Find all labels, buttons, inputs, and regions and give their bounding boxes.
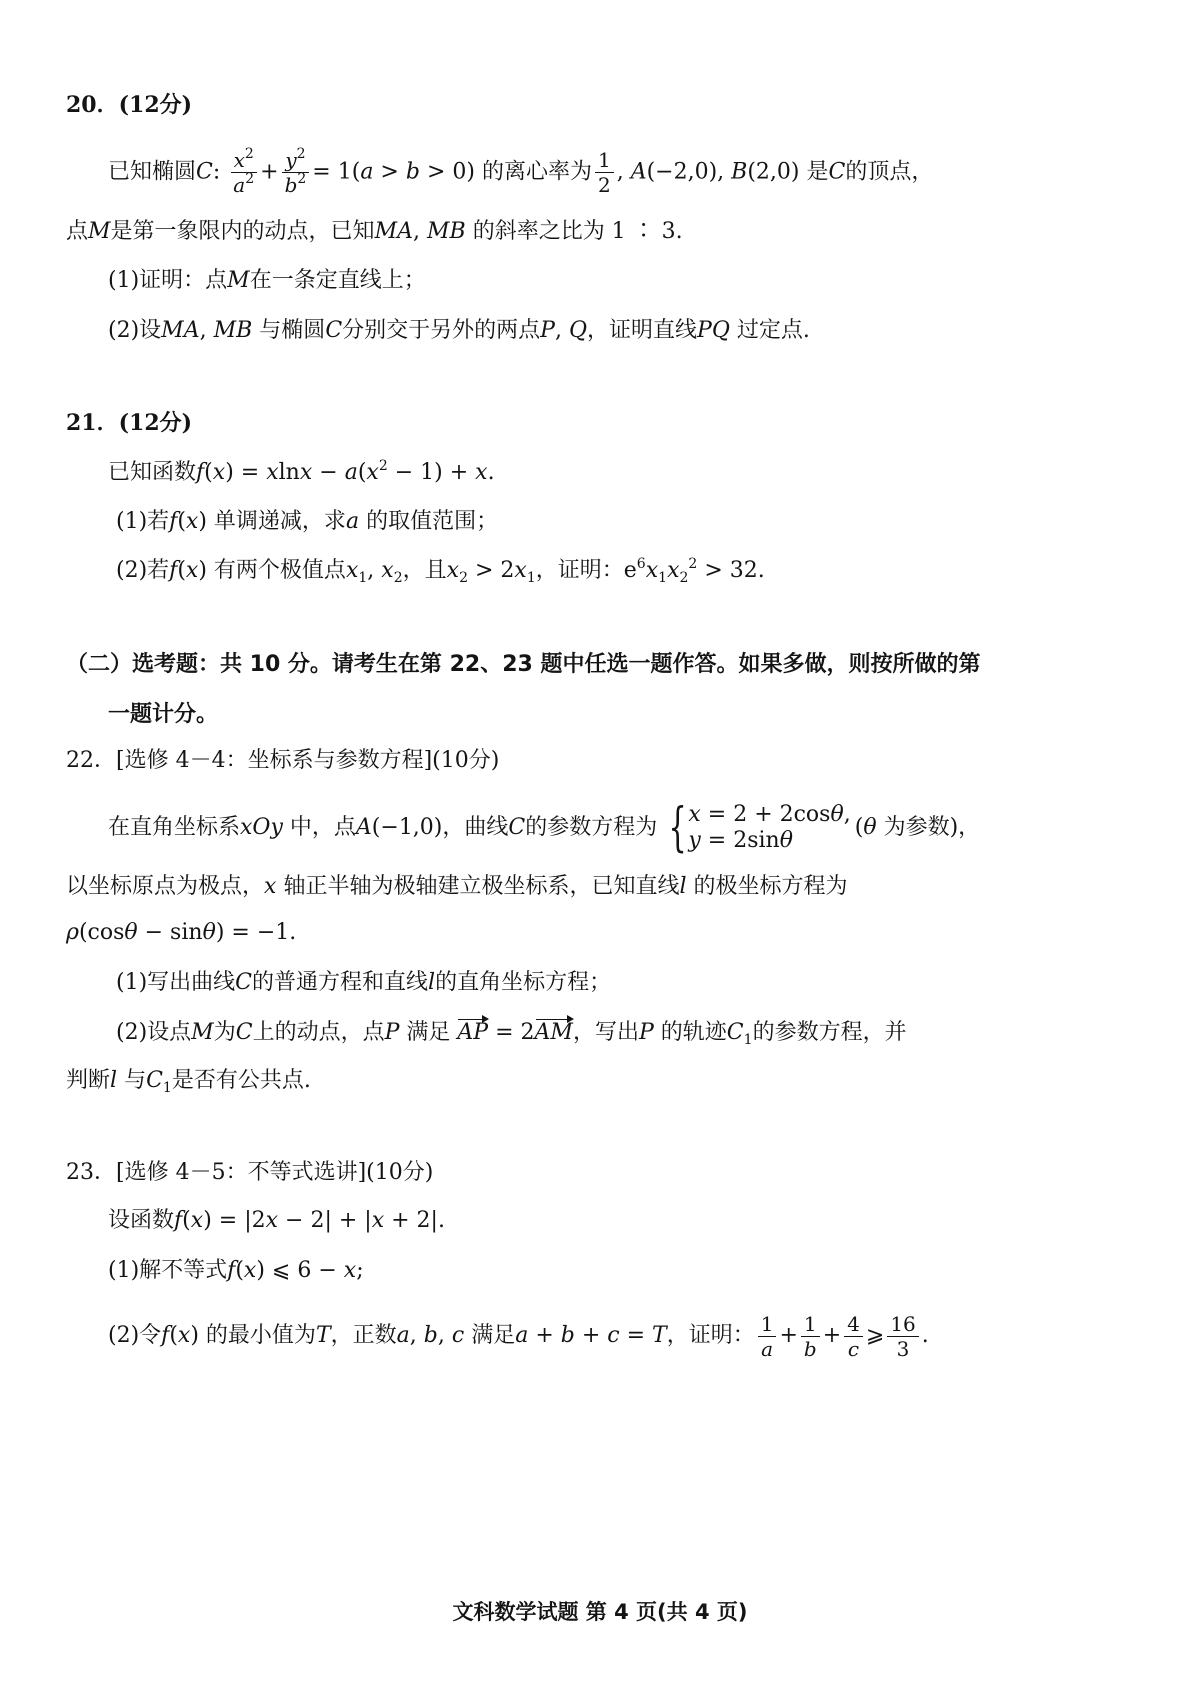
- q22-line2: 以坐标原点为极点，x 轴正半轴为极轴建立极坐标系，已知直线l 的极坐标方程为: [66, 874, 848, 899]
- q23-part1: (1)解不等式f(x) ⩽ 6 − x;: [108, 1258, 364, 1283]
- q22-part1: (1)写出曲线C的普通方程和直线l的直角坐标方程；: [116, 970, 612, 995]
- q22-intro: 在直角坐标系xOy 中，点A(−1,0)，曲线C的参数方程为 { x = 2 + 2cosθ, y = 2sinθ (θ 为参数)，: [108, 798, 981, 858]
- section2-line2: 一题计分。: [108, 702, 219, 727]
- fraction: $\frac{y^2}{b^2}$: [282, 150, 310, 195]
- q20-header: 20．(12分): [66, 92, 193, 118]
- q23-intro: 设函数f(x) = |2x − 2| + |x + 2|.: [108, 1208, 445, 1233]
- page-footer: 文科数学试题 第 4 页(共 4 页): [452, 1600, 748, 1624]
- q21-part1: (1)若f(x) 单调递减，求a 的取值范围；: [116, 509, 499, 534]
- q23-header: 23．[选修 4－5：不等式选讲](10分): [66, 1160, 434, 1185]
- fraction: $\frac{16}{3}$: [887, 1314, 918, 1359]
- q23-part2: (2)令f(x) 的最小值为T，正数a, b, c 满足a + b + c = T，证明： $\frac{1}{a}$ + $\frac{1}{b}$ + $\frac{4}{c}$ ⩾ $\frac{16}{3}$ .: [108, 1311, 929, 1361]
- q22-header: 22．[选修 4－4：坐标系与参数方程](10分): [66, 748, 500, 773]
- fraction: $\frac{1}{b}$: [801, 1314, 820, 1359]
- fraction: $\frac{1}{a}$: [758, 1314, 777, 1359]
- q20-line2: 点M是第一象限内的动点，已知MA, MB 的斜率之比为 1 ∶ 3.: [66, 219, 683, 244]
- q20-part1: (1)证明：点M在一条定直线上；: [108, 268, 426, 293]
- q20-part2: (2)设MA, MB 与椭圆C分别交于另外的两点P, Q，证明直线PQ 过定点.: [108, 318, 810, 343]
- section2-line1: （二）选考题：共 10 分。请考生在第 22、23 题中任选一题作答。如果多做，则按所做的第: [66, 652, 981, 677]
- q22-part2: (2)设点M为C上的动点，点P 满足 AP = 2AM，写出P 的轨迹$C_1$的参数方程，并: [116, 1020, 907, 1048]
- q21-header: 21．(12分): [66, 410, 193, 436]
- q22-part2-line2: 判断l 与$C_1$是否有公共点.: [66, 1068, 311, 1096]
- parametric-system: { x = 2 + 2cosθ, y = 2sinθ: [668, 798, 851, 858]
- q22-line3: ρ(cosθ − sinθ) = −1.: [66, 920, 297, 945]
- fraction: $\frac{1}{2}$: [595, 150, 614, 195]
- fraction: $\frac{x^2}{a^2}$: [230, 150, 257, 195]
- q20-intro: 已知椭圆C: $\frac{x^2}{a^2}$ + $\frac{y^2}{b^2}$ = 1(a > b > 0) 的离心率为 $\frac{1}{2}$ , A(−2,0), B(2,0) 是C的顶点，: [108, 146, 934, 197]
- fraction: $\frac{4}{c}$: [844, 1314, 863, 1359]
- q21-part2: (2)若f(x) 有两个极值点$x_1$, $x_2$，且$x_2 > 2x_1$，证明：$e^6x_1x_2^2 > 32$.: [116, 556, 765, 586]
- q21-intro: 已知函数$f(x) = xlnx - a(x^2 - 1) + x$.: [108, 458, 495, 485]
